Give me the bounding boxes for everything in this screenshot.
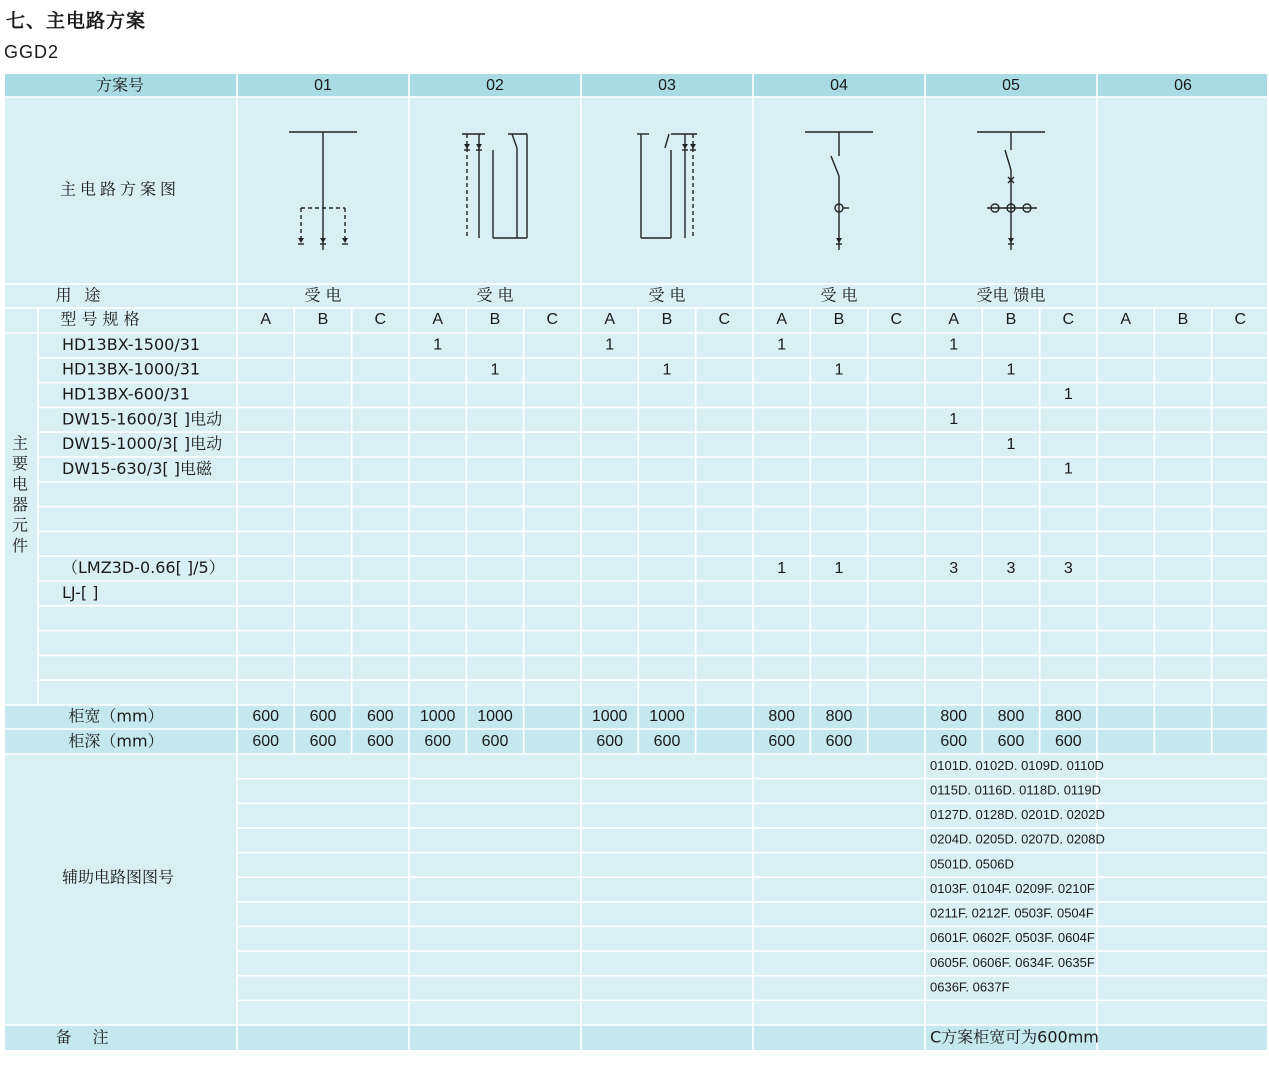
- cabinet-depth-value: 600: [309, 733, 337, 751]
- sub-column-06-B: B: [1177, 311, 1189, 329]
- page-title: 七、主电路方案: [6, 10, 147, 32]
- scheme-number-header: 方案号: [95, 75, 145, 95]
- component-qty: 1: [777, 559, 787, 577]
- component-qty: 1: [1063, 460, 1073, 478]
- aux-circuit-number: 0211F. 0212F. 0503F. 0504F: [930, 905, 1094, 921]
- group-label-char: 元: [11, 515, 29, 535]
- aux-circuit-number: 0204D. 0205D. 0207D. 0208D: [930, 831, 1105, 847]
- component-qty: 1: [1006, 361, 1016, 379]
- component-name: （LMZ3D-0.66[ ]/5）: [62, 558, 225, 578]
- component-qty: 3: [949, 559, 959, 577]
- cabinet-width-value: 600: [309, 708, 337, 726]
- cabinet-depth-value: 600: [825, 733, 853, 751]
- component-qty: 3: [1063, 559, 1073, 577]
- sub-column-04-B: B: [833, 311, 845, 329]
- aux-circuit-number: 0601F. 0602F. 0503F. 0604F: [930, 930, 1095, 946]
- diagram-row-bg: [5, 97, 1267, 284]
- cabinet-depth-value: 600: [252, 733, 280, 751]
- model-spec-label: 型 号 规 格: [60, 309, 140, 329]
- sub-column-06-C: C: [1234, 311, 1247, 329]
- cabinet-depth-value: 600: [997, 733, 1025, 751]
- cabinet-width-value: 600: [252, 708, 280, 726]
- component-qty: 1: [1006, 435, 1016, 453]
- component-name: HD13BX-1000/31: [62, 359, 201, 379]
- component-name: HD13BX-600/31: [62, 384, 190, 404]
- cabinet-width-value: 1000: [477, 708, 513, 726]
- component-qty: 1: [777, 336, 787, 354]
- component-name: DW15-1000/3[ ]电动: [62, 434, 223, 454]
- cabinet-width-value: 600: [366, 708, 394, 726]
- sub-column-06-A: A: [1120, 311, 1132, 329]
- usage-row-bg: [5, 284, 1267, 308]
- scheme-number-04: 04: [830, 77, 848, 95]
- sub-column-01-B: B: [317, 311, 329, 329]
- diagram-row-label: 主电路方案图: [59, 179, 181, 199]
- aux-circuit-label: 辅助电路图图号: [62, 867, 175, 887]
- component-name: HD13BX-1500/31: [62, 334, 201, 354]
- component-qty: 1: [834, 559, 844, 577]
- usage-04: 受 电: [820, 285, 858, 305]
- scheme-number-05: 05: [1002, 77, 1020, 95]
- usage-02: 受 电: [476, 285, 514, 305]
- sub-column-05-C: C: [1062, 311, 1075, 329]
- component-qty: 1: [834, 361, 844, 379]
- cabinet-width-value: 800: [1054, 708, 1082, 726]
- usage-01: 受 电: [304, 285, 342, 305]
- cabinet-depth-label: 柜深（mm）: [68, 731, 164, 751]
- cabinet-width-value: 1000: [649, 708, 685, 726]
- cabinet-width-label: 柜宽（mm）: [68, 706, 164, 726]
- component-name: LJ-[ ]: [62, 582, 99, 602]
- sub-column-02-B: B: [489, 311, 501, 329]
- aux-circuit-number: 0115D. 0116D. 0118D. 0119D: [930, 782, 1102, 798]
- cabinet-width-value: 800: [997, 708, 1025, 726]
- cabinet-depth-value: 600: [596, 733, 624, 751]
- aux-circuit-number: 0605F. 0606F. 0634F. 0635F: [930, 954, 1095, 970]
- cabinet-width-value: 1000: [591, 708, 628, 726]
- sub-column-01-A: A: [260, 311, 272, 329]
- sub-column-01-C: C: [374, 311, 387, 329]
- component-qty: 1: [662, 361, 672, 379]
- aux-circuit-number: 0101D. 0102D. 0109D. 0110D: [930, 757, 1104, 773]
- header-row-bg: [5, 74, 1267, 97]
- component-qty: 1: [1063, 386, 1073, 404]
- sub-column-03-B: B: [661, 311, 673, 329]
- sub-column-05-A: A: [948, 311, 960, 329]
- cabinet-width-value: 800: [940, 708, 968, 726]
- sub-column-03-C: C: [718, 311, 731, 329]
- sub-column-02-A: A: [432, 311, 444, 329]
- scheme-number-02: 02: [486, 77, 504, 95]
- cabinet-depth-value: 600: [653, 733, 681, 751]
- usage-05: 受电 馈电: [976, 285, 1046, 305]
- component-qty: 1: [433, 336, 443, 354]
- component-name: DW15-630/3[ ]电磁: [62, 458, 212, 478]
- group-label-char: 主: [11, 433, 29, 453]
- cabinet-depth-value: 600: [940, 733, 968, 751]
- cabinet-depth-value: 600: [481, 733, 509, 751]
- sub-column-02-C: C: [546, 311, 559, 329]
- group-label-char: 要: [11, 454, 29, 473]
- aux-circuit-number: 0636F. 0637F: [930, 979, 1010, 995]
- component-qty: 1: [605, 336, 615, 354]
- usage-label: 用 途: [55, 285, 105, 305]
- scheme-number-01: 01: [314, 77, 332, 95]
- cabinet-width-value: 800: [768, 708, 796, 726]
- sub-column-05-B: B: [1005, 311, 1017, 329]
- remark-label: 备 注: [55, 1027, 117, 1047]
- component-qty: 1: [490, 361, 500, 379]
- cabinet-width-value: 1000: [419, 708, 456, 726]
- aux-circuit-number: 0127D. 0128D. 0201D. 0202D: [930, 807, 1105, 823]
- cabinet-depth-value: 600: [366, 733, 394, 751]
- sub-column-04-A: A: [776, 311, 788, 329]
- cabinet-depth-value: 600: [424, 733, 452, 751]
- component-name: DW15-1600/3[ ]电动: [62, 409, 223, 429]
- sub-column-03-A: A: [604, 311, 616, 329]
- group-label-char: 电: [11, 474, 29, 494]
- remark-text: C方案柜宽可为600mm: [930, 1027, 1099, 1047]
- usage-03: 受 电: [648, 285, 686, 305]
- spacer-bg: [5, 680, 1267, 705]
- component-qty: 3: [1006, 559, 1016, 577]
- aux-circuit-number: 0501D. 0506D: [930, 856, 1014, 872]
- group-label-char: 件: [11, 536, 29, 555]
- model-name: GGD2: [4, 42, 60, 62]
- scheme-number-03: 03: [658, 77, 676, 95]
- group-label-char: 器: [11, 495, 29, 514]
- aux-circuit-number: 0103F. 0104F. 0209F. 0210F: [930, 880, 1095, 896]
- component-qty: 1: [949, 336, 959, 354]
- scheme-number-06: 06: [1174, 77, 1192, 95]
- cabinet-width-value: 800: [825, 708, 853, 726]
- component-qty: 1: [949, 411, 959, 429]
- cabinet-depth-value: 600: [768, 733, 796, 751]
- cabinet-depth-value: 600: [1054, 733, 1082, 751]
- sub-column-04-C: C: [890, 311, 903, 329]
